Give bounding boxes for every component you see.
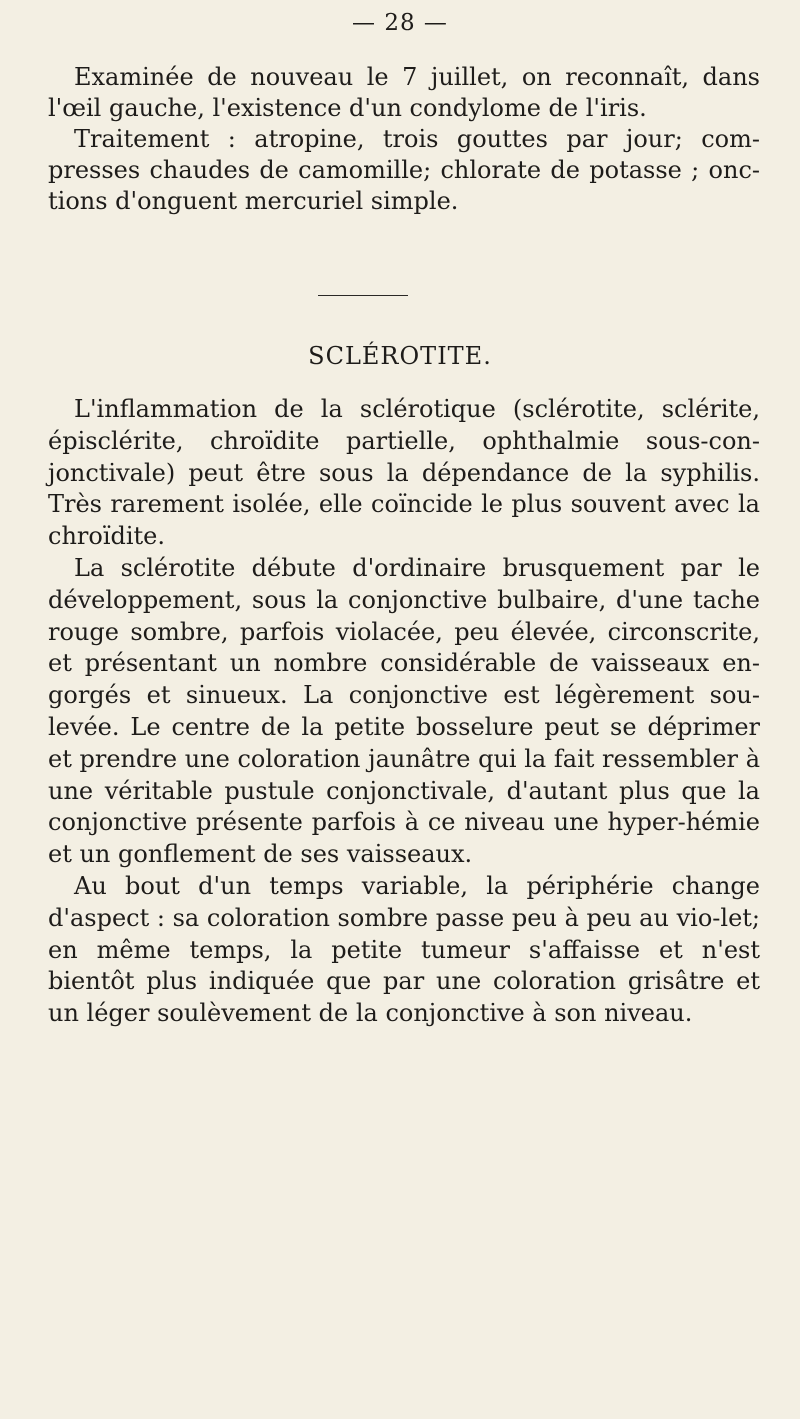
section-divider [318,295,408,296]
paragraph-treatment: Traitement : atropine, trois gouttes par jour; com-presses chaudes de camomille; chlorate de potasse ; onc-tions d'onguent mercuriel simple. [48,125,760,215]
paragraph-onset: La sclérotite débute d'ordinaire brusquement par le développement, sous la conjonctive bulbaire, d'une tache rouge sombre, parfois violacée, peu élevée, circonscrite, et présentant un nombre considérable de vaisseaux en-gorgés et sinueux. La conjonctive est légèrement sou-levée. Le centre de la petite bosselure peut se déprimer et prendre une coloration jaunâtre qui la fait ressembler à une véritable pustule conjonctivale, d'autant plus que la conjonctive présente parfois à ce niveau une hyper-hémie et un gonflement de ses vaisseaux. [48,553,760,869]
section-title: SCLÉROTITE. [308,342,492,370]
paragraph-inflammation: L'inflammation de la sclérotique (sclérotite, sclérite, épisclérite, chroïdite partielle, ophthalmie sous-con-jonctivale) peut être sous la dépendance de la syphilis. Très rarement isolée, elle coïncide le plus souvent avec la chroïdite. [48,395,760,551]
page-number: — 28 — [352,10,448,36]
intro-text [48,62,760,217]
section-text [48,394,760,1030]
paragraph-evolution: Au bout d'un temps variable, la périphérie change d'aspect : sa coloration sombre passe peu à peu au vio-let; en même temps, la petite tumeur s'affaisse et n'est bientôt plus indiquée que par une coloration grisâtre et un léger soulèvement de la conjonctive à son niveau. [48,871,760,1028]
paragraph-examination: Examinée de nouveau le 7 juillet, on reconnaît, dans l'œil gauche, l'existence d'un condylome de l'iris. [48,63,760,122]
